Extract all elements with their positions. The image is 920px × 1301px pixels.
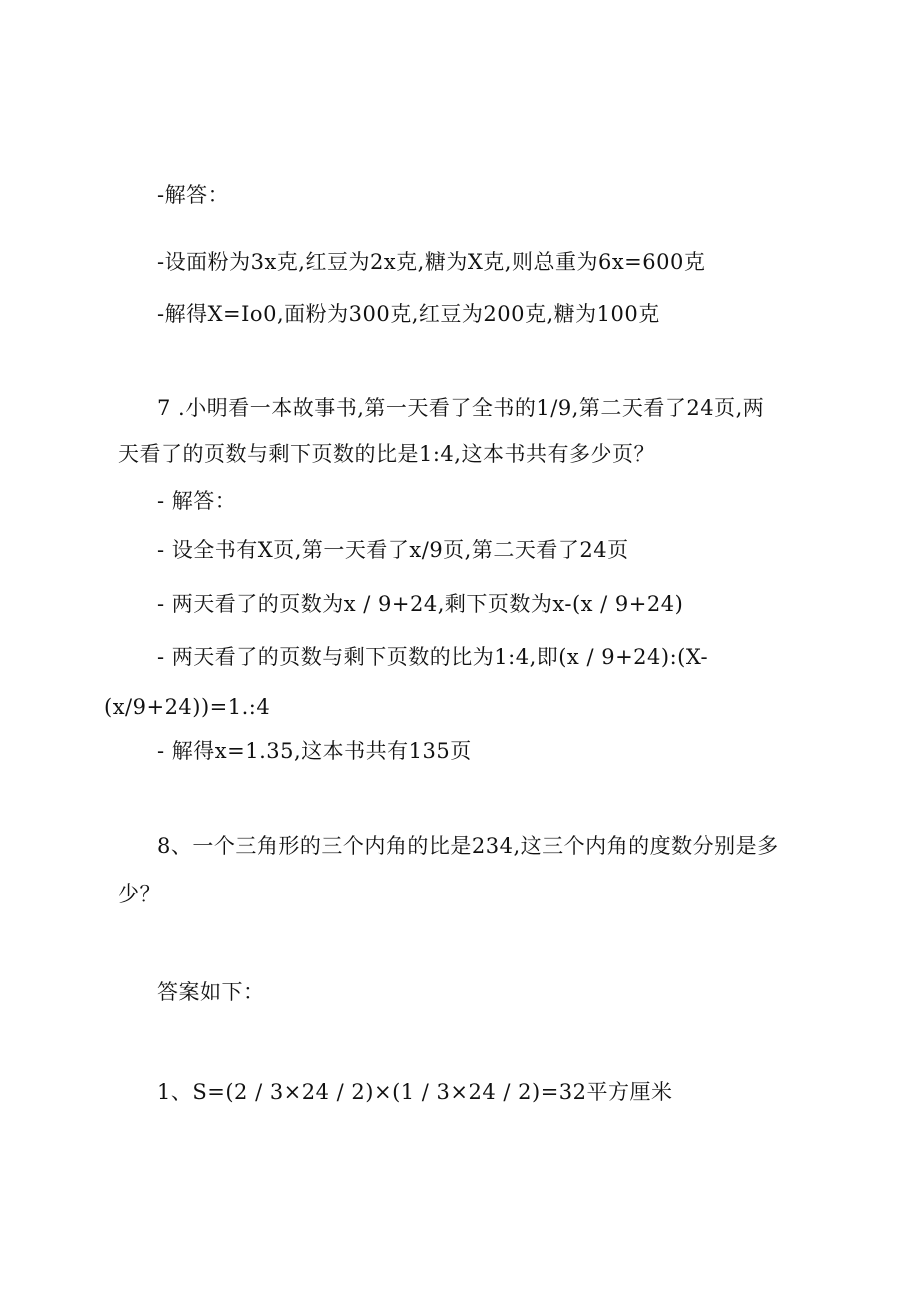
question-7-line-1: 7 .小明看一本故事书,第一天看了全书的1/9,第二天看了24页,两 <box>157 396 765 420</box>
answer-line-7-1: - 设全书有X页,第一天看了x/9页,第二天看了24页 <box>157 538 629 562</box>
answer-line-7-3: - 两天看了的页数与剩下页数的比为1:4,即(x / 9+24):(X- <box>157 645 709 669</box>
answer-heading-6: -解答： <box>157 183 230 207</box>
question-7-line-2: 天看了的页数与剩下页数的比是1:4,这本书共有多少页？ <box>118 442 655 466</box>
question-8-line-1: 8、一个三角形的三个内角的比是234,这三个内角的度数分别是多 <box>157 834 779 858</box>
answer-line-7-3-continued: (x/9+24))=1.:4 <box>104 695 271 719</box>
answer-heading-7: - 解答： <box>157 489 237 513</box>
answer-line-6-1: -设面粉为3x克,红豆为2x克,糖为X克,则总重为6x=600克 <box>157 250 706 274</box>
answer-line-6-2: -解得X=Io0,面粉为300克,红豆为200克,糖为100克 <box>157 302 660 326</box>
answer-1: 1、S=(2 / 3×24 / 2)×(1 / 3×24 / 2)=32平方厘米 <box>157 1080 673 1104</box>
answer-line-7-4: - 解得x=1.35,这本书共有135页 <box>157 739 472 763</box>
question-8-line-2: 少？ <box>118 882 161 906</box>
answer-line-7-2: - 两天看了的页数为x / 9+24,剩下页数为x-(x / 9+24) <box>157 592 684 616</box>
answers-heading: 答案如下： <box>157 980 265 1004</box>
